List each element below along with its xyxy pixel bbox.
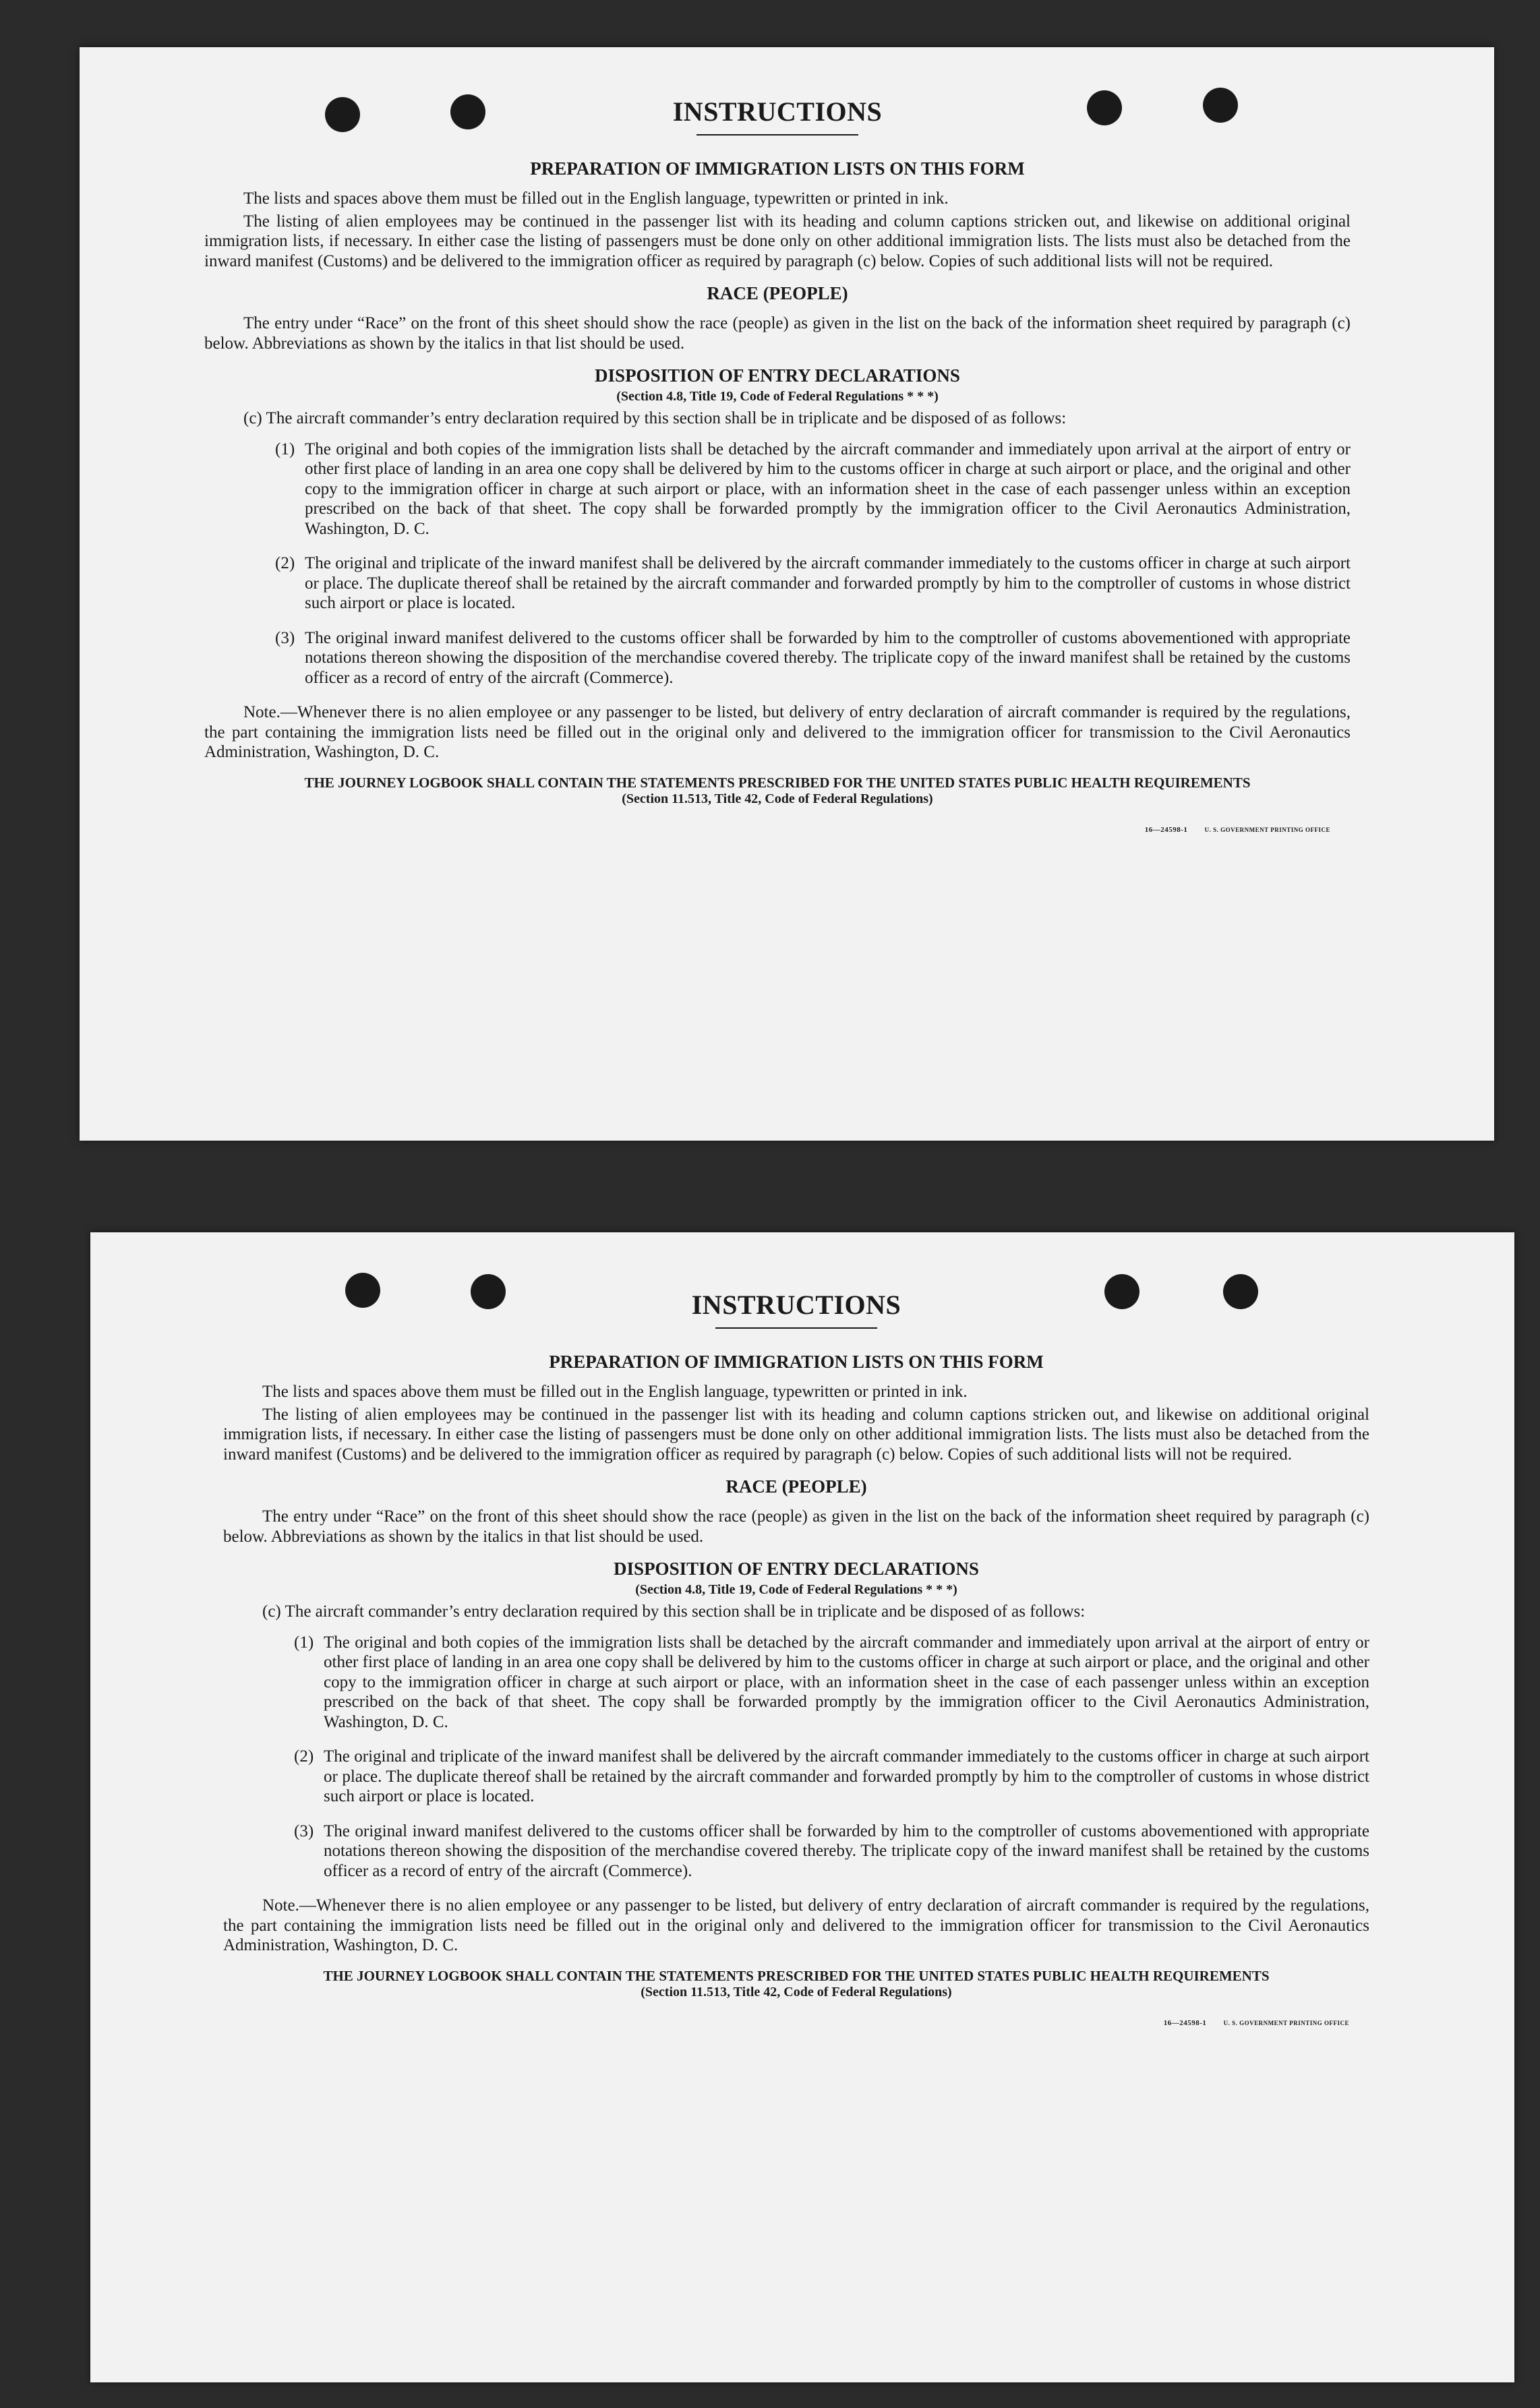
item-text: The original and both copies of the immigration lists shall be detached by the aircraft commander and immediately upon arrival at the airport of entry or other first place of landing in an area one copy shall be delivered by him to the customs officer in charge at such airport or place, and the original and other copy to the immigration officer in charge at such airport or place, with an information sheet in the case of each passenger unless within an exception prescribed on the back of that sheet. The copy shall be forwarded promptly by the immigration officer to the Civil Aeronautics Administration, Washington, D. C.	[305, 440, 1351, 538]
race-paragraph: The entry under “Race” on the front of this sheet should show the race (people) as given in the list on the back of the information sheet required by paragraph (c) below. Abbreviations as shown by the italics in that list should be used.	[223, 1507, 1369, 1546]
disposition-item	[275, 628, 1351, 688]
item-text: The original and triplicate of the inward manifest shall be delivered by the aircraft commander immediately to the customs officer in charge at such airport or place. The duplicate thereof shall be retained by the aircraft commander and forwarded promptly by him to the comptroller of customs in whose district such airport or place is located.	[324, 1747, 1369, 1805]
instructions-content	[204, 96, 1351, 834]
disposition-citation: (Section 4.8, Title 19, Code of Federal Regulations * * *)	[635, 1582, 957, 1597]
title-underline	[715, 1327, 877, 1329]
print-code	[223, 2019, 1369, 2027]
item-number: (3)	[294, 1822, 314, 1840]
section-heading-disposition: DISPOSITION OF ENTRY DECLARATIONS	[614, 1559, 979, 1579]
disposition-item	[294, 1822, 1369, 1882]
footer-citation: (Section 11.513, Title 42, Code of Federal Regulations)	[641, 1984, 952, 1999]
item-number: (3)	[275, 628, 295, 647]
disposition-item	[275, 553, 1351, 613]
disposition-note: Note.—Whenever there is no alien employee or any passenger to be listed, but delivery of entry declaration of aircraft commander is required by the regulations, the part containing the immigration lists need be filled out in the original only and delivered to the immigration officer for transmission to the Civil Aeronautics Administration, Washington, D. C.	[204, 703, 1351, 761]
item-number: (1)	[275, 440, 295, 458]
item-number: (2)	[294, 1747, 314, 1766]
disposition-citation: (Section 4.8, Title 19, Code of Federal Regulations * * *)	[616, 389, 939, 404]
instruction-sheet-top	[80, 47, 1494, 1141]
preparation-paragraph-1: The lists and spaces above them must be filled out in the English language, typewritten or printed in ink.	[262, 1383, 968, 1401]
item-text: The original inward manifest delivered to the customs officer shall be forwarded by him to the comptroller of customs abovementioned with appropriate notations thereon showing the disposition of the merchandise covered thereby. The triplicate copy of the inward manifest shall be retained by the customs officer as a record of entry of the aircraft (Commerce).	[305, 628, 1351, 687]
printer-name: U. S. GOVERNMENT PRINTING OFFICE	[1204, 826, 1330, 833]
item-text: The original and both copies of the immigration lists shall be detached by the aircraft commander and immediately upon arrival at the airport of entry or other first place of landing in an area one copy shall be delivered by him to the customs officer in charge at such airport or place, and the original and other copy to the immigration officer in charge at such airport or place, with an information sheet in the case of each passenger unless within an exception prescribed on the back of that sheet. The copy shall be forwarded promptly by the immigration officer to the Civil Aeronautics Administration, Washington, D. C.	[324, 1633, 1369, 1731]
section-heading-race: RACE (PEOPLE)	[725, 1476, 867, 1497]
page-title: INSTRUCTIONS	[672, 96, 883, 127]
disposition-item	[294, 1747, 1369, 1807]
preparation-paragraph-2: The listing of alien employees may be continued in the passenger list with its heading and column captions stricken out, and likewise on additional original immigration lists, if necessary. In either case the listing of passengers must be done only on other additional immigration lists. The lists must also be detached from the inward manifest (Customs) and be delivered to the immigration officer as required by paragraph (c) below. Copies of such additional lists will not be required.	[204, 212, 1351, 270]
instruction-sheet-bottom	[90, 1232, 1514, 2382]
item-number: (2)	[275, 554, 295, 572]
disposition-item	[275, 440, 1351, 539]
disposition-intro: (c) The aircraft commander’s entry declaration required by this section shall be in triplicate and be disposed of as follows:	[262, 1602, 1086, 1621]
disposition-intro: (c) The aircraft commander’s entry declaration required by this section shall be in triplicate and be disposed of as follows:	[243, 409, 1067, 427]
section-heading-preparation: PREPARATION OF IMMIGRATION LISTS ON THIS FORM	[549, 1352, 1044, 1372]
footer-statement: THE JOURNEY LOGBOOK SHALL CONTAIN THE STATEMENTS PRESCRIBED FOR THE UNITED STATES PUBLIC HEALTH REQUIREMENTS	[323, 1967, 1270, 1984]
preparation-paragraph-2: The listing of alien employees may be continued in the passenger list with its heading and column captions stricken out, and likewise on additional original immigration lists, if necessary. In either case the listing of passengers must be done only on other additional immigration lists. The lists must also be detached from the inward manifest (Customs) and be delivered to the immigration officer as required by paragraph (c) below. Copies of such additional lists will not be required.	[223, 1405, 1369, 1464]
instructions-content	[223, 1289, 1369, 2027]
page-title: INSTRUCTIONS	[691, 1290, 901, 1320]
section-heading-race: RACE (PEOPLE)	[707, 283, 848, 303]
section-heading-preparation: PREPARATION OF IMMIGRATION LISTS ON THIS FORM	[530, 158, 1025, 179]
footer-citation: (Section 11.513, Title 42, Code of Federal Regulations)	[622, 791, 933, 806]
print-code	[204, 826, 1351, 834]
item-text: The original and triplicate of the inward manifest shall be delivered by the aircraft commander immediately to the customs officer in charge at such airport or place. The duplicate thereof shall be retained by the aircraft commander and forwarded promptly by him to the comptroller of customs in whose district such airport or place is located.	[305, 554, 1351, 612]
item-number: (1)	[294, 1633, 314, 1652]
form-code: 16—24598-1	[1163, 2018, 1207, 2027]
race-paragraph: The entry under “Race” on the front of this sheet should show the race (people) as given in the list on the back of the information sheet required by paragraph (c) below. Abbreviations as shown by the italics in that list should be used.	[204, 314, 1351, 353]
preparation-paragraph-1: The lists and spaces above them must be filled out in the English language, typewritten or printed in ink.	[243, 189, 949, 208]
disposition-note: Note.—Whenever there is no alien employee or any passenger to be listed, but delivery of entry declaration of aircraft commander is required by the regulations, the part containing the immigration lists need be filled out in the original only and delivered to the immigration officer for transmission to the Civil Aeronautics Administration, Washington, D. C.	[223, 1896, 1369, 1954]
printer-name: U. S. GOVERNMENT PRINTING OFFICE	[1223, 2019, 1349, 2026]
section-heading-disposition: DISPOSITION OF ENTRY DECLARATIONS	[595, 365, 960, 386]
item-text: The original inward manifest delivered to the customs officer shall be forwarded by him to the comptroller of customs abovementioned with appropriate notations thereon showing the disposition of the merchandise covered thereby. The triplicate copy of the inward manifest shall be retained by the customs officer as a record of entry of the aircraft (Commerce).	[324, 1822, 1369, 1880]
title-underline	[697, 134, 858, 136]
disposition-item	[294, 1633, 1369, 1733]
form-code: 16—24598-1	[1144, 825, 1188, 834]
footer-statement: THE JOURNEY LOGBOOK SHALL CONTAIN THE STATEMENTS PRESCRIBED FOR THE UNITED STATES PUBLIC HEALTH REQUIREMENTS	[304, 774, 1251, 791]
